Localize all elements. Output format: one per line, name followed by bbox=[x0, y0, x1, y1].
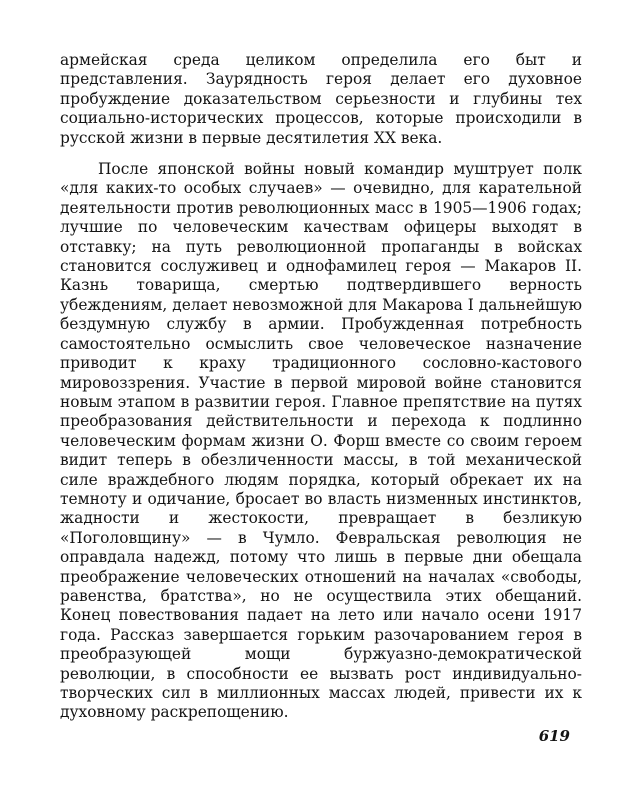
page-number: 619 bbox=[538, 727, 570, 745]
paragraph-2: После японской войны новый командир муштрует полк «для каких-то особых случаев» — очевидно, для карательной деятельности против революционных масс в 1905—1906 годах; лучшие по человеческим качествам офицеры выходят в отставку; на путь революционной пропаганды в войсках становится сослуживец и однофамилец героя — Макаров II. Казнь товарища, смертью подтвердившего верность убеждениям, делает невозможной для Макарова I дальнейшую бездумную службу в армии. Пробужденная потребность самостоятельно осмыслить свое человеческое назначение приводит к краху традиционного сословно-кастового мировоззрения. Участие в первой мировой войне становится новым этапом в развитии героя. Главное препятствие на путях преобразования действительности и перехода к подлинно человеческим формам жизни О. Форш вместе со своим героем видит теперь в обезличенности массы, в той механической силе враждебного людям порядка, который обрекает их на темноту и одичание, бросает во власть низменных инстинктов, жадности и жестокости, превращает в безликую «Поголовщину» — в Чумло. Февральская революция не оправдала надежд, потому что лишь в первые дни обещала преображение человеческих отношений на началах «свободы, равенства, братства», но не осуществила этих обещаний. Конец повествования падает на лето или начало осени 1917 года. Рассказ завершается горьким разочарованием героя в преобразующей мощи буржуазно-демократической революции, в способности ее вызвать рост индивидуально-творческих сил в миллионных массах людей, привести их к духовному раскрепощению. bbox=[60, 160, 582, 722]
body-text bbox=[60, 51, 582, 723]
paragraph-1: армейская среда целиком определила его быт и представления. Заурядность героя делает его духовное пробуждение доказательством серьезности и глубины тех социально-исторических процессов, которые происходили в русской жизни в первые десятилетия XX века. bbox=[60, 51, 582, 147]
